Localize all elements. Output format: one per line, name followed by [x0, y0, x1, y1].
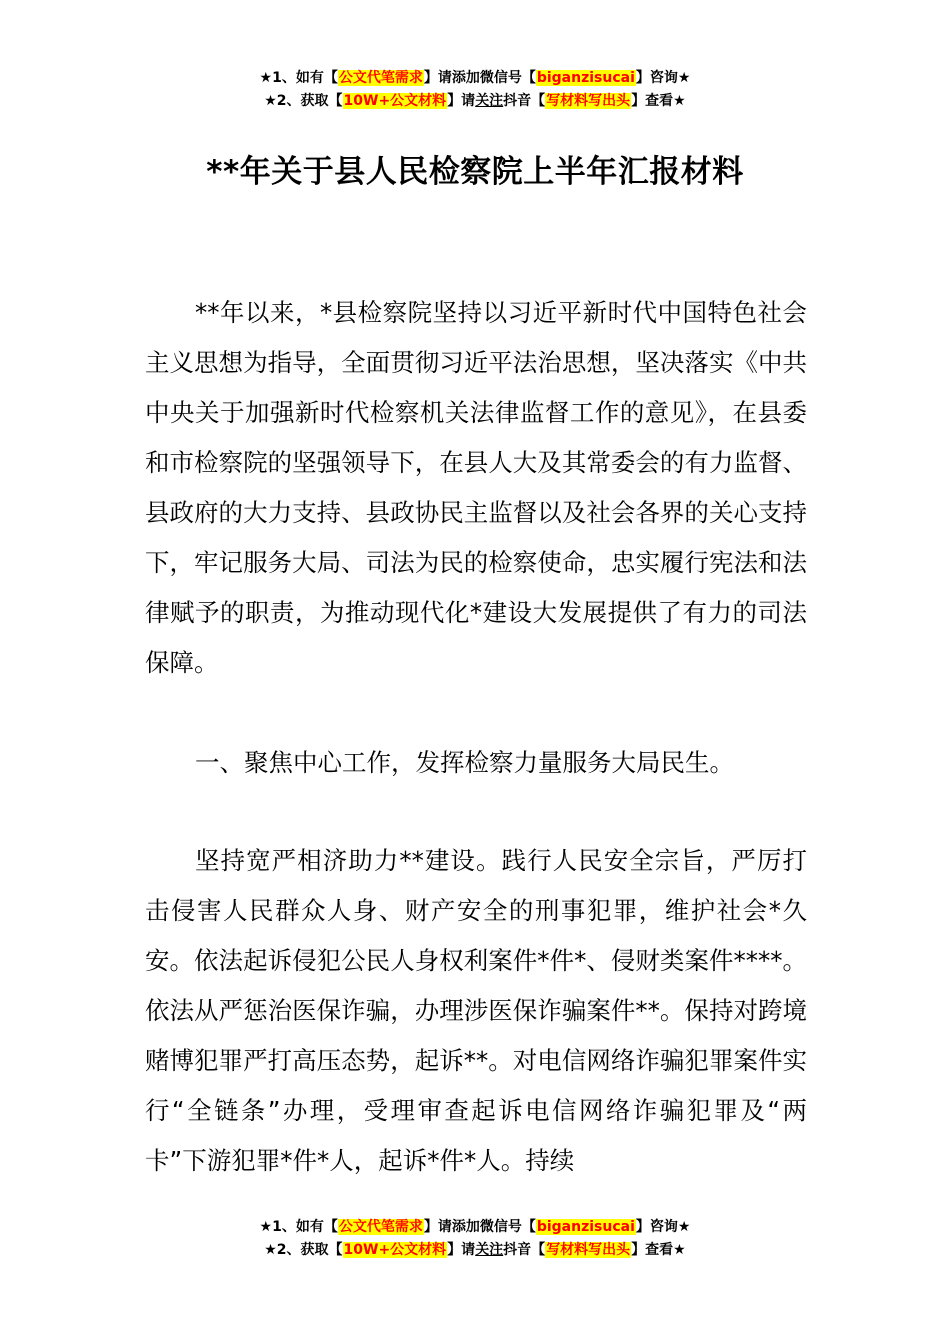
promo-highlight: 10W+公文材料 [343, 1242, 447, 1258]
promo-line-2 [0, 90, 950, 113]
promo-highlight: 10W+公文材料 [343, 93, 447, 109]
promo-highlight: 写材料写出头 [546, 93, 631, 109]
promo-text: 】咨询★ [635, 70, 691, 86]
document-title: **年关于县人民检察院上半年汇报材料 [206, 154, 744, 190]
promo-text: ★1、如有【 [259, 1219, 338, 1235]
promo-text: 加 [465, 1219, 480, 1235]
paragraph-section-1: 坚持宽严相济助力**建设。践行人民安全宗旨，严厉打击侵害人民群众人身、财产安全的刑事犯罪，维护社会*久安。依法起诉侵犯公民人身权利案件*件*、侵财类案件****。依法从严惩治医保诈骗，办理涉医保诈骗案件**。保持对跨境赌博犯罪严打高压态势，起诉**。对电信网络诈骗犯罪案件实行“全链条”办理，受理审查起诉电信网络诈骗犯罪及“两卡”下游犯罪*件*人，起诉*件*人。持续 [145, 846, 807, 1175]
promo-text: 抖音【 [503, 1242, 546, 1258]
promo-text: 】请添 [423, 70, 466, 86]
promo-text: ★2、获取【 [264, 93, 343, 109]
promo-text: 微信号【 [479, 1219, 536, 1235]
promo-text: 关注 [475, 93, 504, 109]
promo-text: 关注 [475, 1242, 504, 1258]
promo-highlight: biganzisucai [536, 1219, 635, 1235]
promo-text: 微信号【 [479, 70, 536, 86]
promo-text: 】查看★ [631, 93, 686, 109]
promo-highlight: biganzisucai [536, 70, 635, 86]
promo-text: 】查看★ [631, 1242, 686, 1258]
promo-text: 加 [465, 70, 480, 86]
section-heading: 一、聚焦中心工作，发挥检察力量服务大局民生。 [195, 748, 734, 777]
promo-highlight: 公文代笔需求 [338, 70, 423, 86]
promo-text: ★2、获取【 [264, 1242, 343, 1258]
promo-text: ★1、如有【 [259, 70, 338, 86]
promo-text: 】请添 [423, 1219, 466, 1235]
promo-text: 】请 [447, 93, 476, 109]
promo-line-1 [0, 67, 950, 90]
promo-line-2 [0, 1239, 950, 1262]
promo-text: 抖音【 [503, 93, 546, 109]
paragraph-intro: **年以来，*县检察院坚持以习近平新时代中国特色社会主义思想为指导，全面贯彻习近平法治思想，坚决落实《中共中央关于加强新时代检察机关法律监督工作的意见》，在县委和市检察院的坚强领导下，在县人大及其常委会的有力监督、县政府的大力支持、县政协民主监督以及社会各界的关心支持下，牢记服务大局、司法为民的检察使命，忠实履行宪法和法律赋予的职责，为推动现代化*建设大发展提供了有力的司法保障。 [145, 298, 807, 677]
promo-highlight: 写材料写出头 [546, 1242, 631, 1258]
bottom-promo-banner [0, 1216, 950, 1262]
promo-line-1 [0, 1216, 950, 1239]
promo-text: 】请 [447, 1242, 476, 1258]
top-promo-banner [0, 67, 950, 113]
promo-text: 】咨询★ [635, 1219, 691, 1235]
promo-highlight: 公文代笔需求 [338, 1219, 423, 1235]
